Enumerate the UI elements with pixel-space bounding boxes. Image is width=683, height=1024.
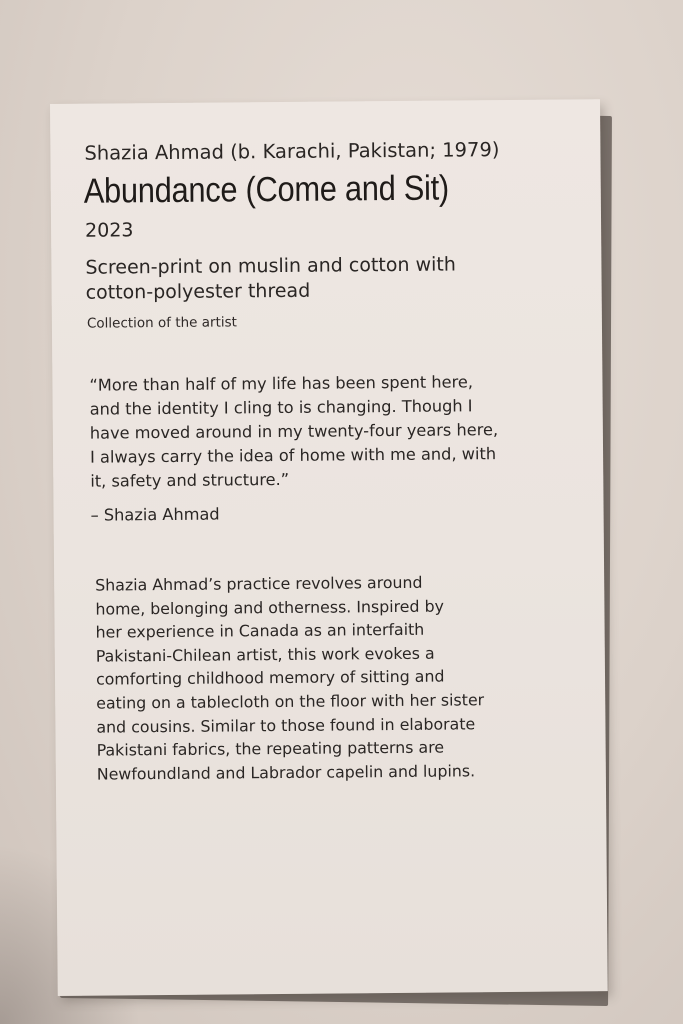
artwork-year: 2023 xyxy=(85,219,134,242)
museum-label-panel xyxy=(50,99,608,996)
artwork-description: Shazia Ahmad’s practice revolves around home, belonging and otherness. Inspired by her experience in Canada as an interfaith Pakistani-Chilean artist, this work evokes a comforting childhood memory of sitting and eating on a tablecloth on the floor with her sister and cousins. Similar to those found in elaborate Pakistani fabrics, the repeating patterns are Newfoundland and Labrador capelin and lupins. xyxy=(95,572,485,784)
artist-line: Shazia Ahmad (b. Karachi, Pakistan; 1979) xyxy=(84,138,500,165)
artist-quote: “More than half of my life has been spent here, and the identity I cling to is changing. Though I have moved around in my twenty-four years here, I always carry the idea of home with me and, with it, safety and structure.” xyxy=(89,372,499,491)
quote-attribution: – Shazia Ahmad xyxy=(90,504,220,525)
artwork-medium: Screen-print on muslin and cotton with cotton-polyester thread xyxy=(85,253,456,304)
collection-credit: Collection of the artist xyxy=(86,314,237,332)
artwork-title: Abundance (Come and Sit) xyxy=(83,168,450,211)
